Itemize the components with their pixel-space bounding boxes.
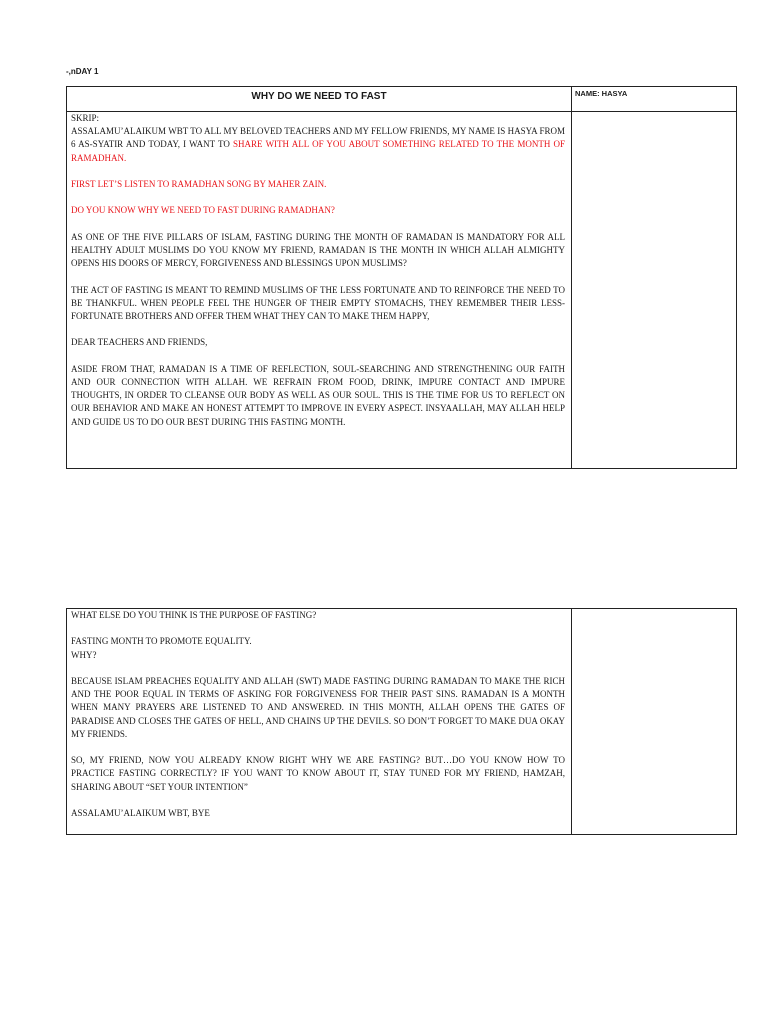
column-divider [571, 609, 572, 834]
song-line: FIRST LET’S LISTEN TO RAMADHAN SONG BY MAHER ZAIN. [71, 179, 327, 189]
document-title: WHY DO WE NEED TO FAST [251, 91, 387, 102]
script-body-2 [71, 609, 565, 820]
intro-highlight: SHARE WITH ALL OF YOU ABOUT SOMETHING RELATED TO THE MONTH OF RAMADHAN. [71, 139, 565, 163]
name-label: NAME: HASYA [575, 89, 628, 98]
skrip-label: SKRIP: [71, 113, 100, 123]
act-paragraph: THE ACT OF FASTING IS MEANT TO REMIND MUSLIMS OF THE LESS FORTUNATE AND TO REINFORCE THE NEED TO BE THANKFUL. WHEN PEOPLE FEEL THE HUNGER OF THEIR EMPTY STOMACHS, THEY REMEMBER THEIR LESS-FORTUNATE BROTHERS AND OFFER THEM WHAT THEY CAN TO MAKE THEM HAPPY, [71, 284, 565, 321]
so-paragraph: SO, MY FRIEND, NOW YOU ALREADY KNOW RIGHT WHY WE ARE FASTING? BUT…DO YOU KNOW HOW TO PRACTICE FASTING CORRECTLY? IF YOU WANT TO KNOW ABOUT IT, STAY TUNED FOR MY FRIEND, HAMZAH, SHARING ABOUT “SET YOUR INTENTION” [71, 755, 565, 792]
equality-line: FASTING MONTH TO PROMOTE EQUALITY. [71, 636, 252, 647]
pillars-paragraph: AS ONE OF THE FIVE PILLARS OF ISLAM, FASTING DURING THE MONTH OF RAMADAN IS MANDATORY FOR ALL HEALTHY ADULT MUSLIMS DO YOU KNOW MY FRIEND, RAMADAN IS THE MONTH IN WHICH ALLAH ALMIGHTY OPENS HIS DOORS OF MERCY, FORGIVENESS AND BLESSINGS UPON MUSLIMS? [71, 231, 565, 269]
script-body-1 [71, 112, 565, 442]
why-line: WHY? [71, 649, 97, 660]
aside-paragraph: ASIDE FROM THAT, RAMADAN IS A TIME OF REFLECTION, SOUL-SEARCHING AND STRENGTHENING OUR FAITH AND OUR CONNECTION WITH ALLAH. WE REFRAIN FROM FOOD, DRINK, IMPURE CONTACT AND IMPURE THOUGHTS, IN ORDER TO CLEANSE OUR BODY AS WELL AS OUR SOUL. THIS IS THE TIME FOR US TO REFLECT ON OUR BEHAVIOR AND MAKE AN HONEST ATTEMPT TO IMPROVE IN EVERY ASPECT. INSYAALLAH, MAY ALLAH HELP AND GUIDE US TO DO OUR BEST DURING THIS FASTING MONTH. [71, 363, 565, 427]
script-table-2 [66, 608, 737, 835]
question-line: DO YOU KNOW WHY WE NEED TO FAST DURING RAMADHAN? [71, 205, 335, 216]
closing-line: ASSALAMU’ALAIKUM WBT, BYE [71, 807, 210, 818]
day-label: -,nDAY 1 [66, 67, 99, 76]
because-paragraph: BECAUSE ISLAM PREACHES EQUALITY AND ALLAH (SWT) MADE FASTING DURING RAMADAN TO MAKE THE RICH AND THE POOR EQUAL IN TERMS OF ASKING FOR FORGIVENESS FOR THEIR PAST SINS. RAMADAN IS A MONTH WHEN MANY PRAYERS ARE LISTENED TO AND ANSWERED. IN THIS MONTH, ALLAH OPENS THE GATES OF PARADISE AND CLOSES THE GATES OF HELL, AND CHAINS UP THE DEVILS. SO DON’T FORGET TO MAKE DUA OKAY MY FRIENDS. [71, 675, 565, 739]
column-divider [571, 87, 572, 468]
intro-text: ASSALAMU’ALAIKUM WBT TO ALL MY BELOVED TEACHERS AND MY FELLOW FRIENDS, MY NAME IS HASYA FROM 6 AS-SYATIR AND TODAY, I WANT TO [71, 126, 565, 150]
script-table-1 [66, 86, 737, 469]
intro-paragraph [71, 125, 565, 165]
purpose-question: WHAT ELSE DO YOU THINK IS THE PURPOSE OF FASTING? [71, 610, 317, 620]
dear-paragraph: DEAR TEACHERS AND FRIENDS, [71, 337, 208, 348]
table-header-row [67, 87, 736, 112]
